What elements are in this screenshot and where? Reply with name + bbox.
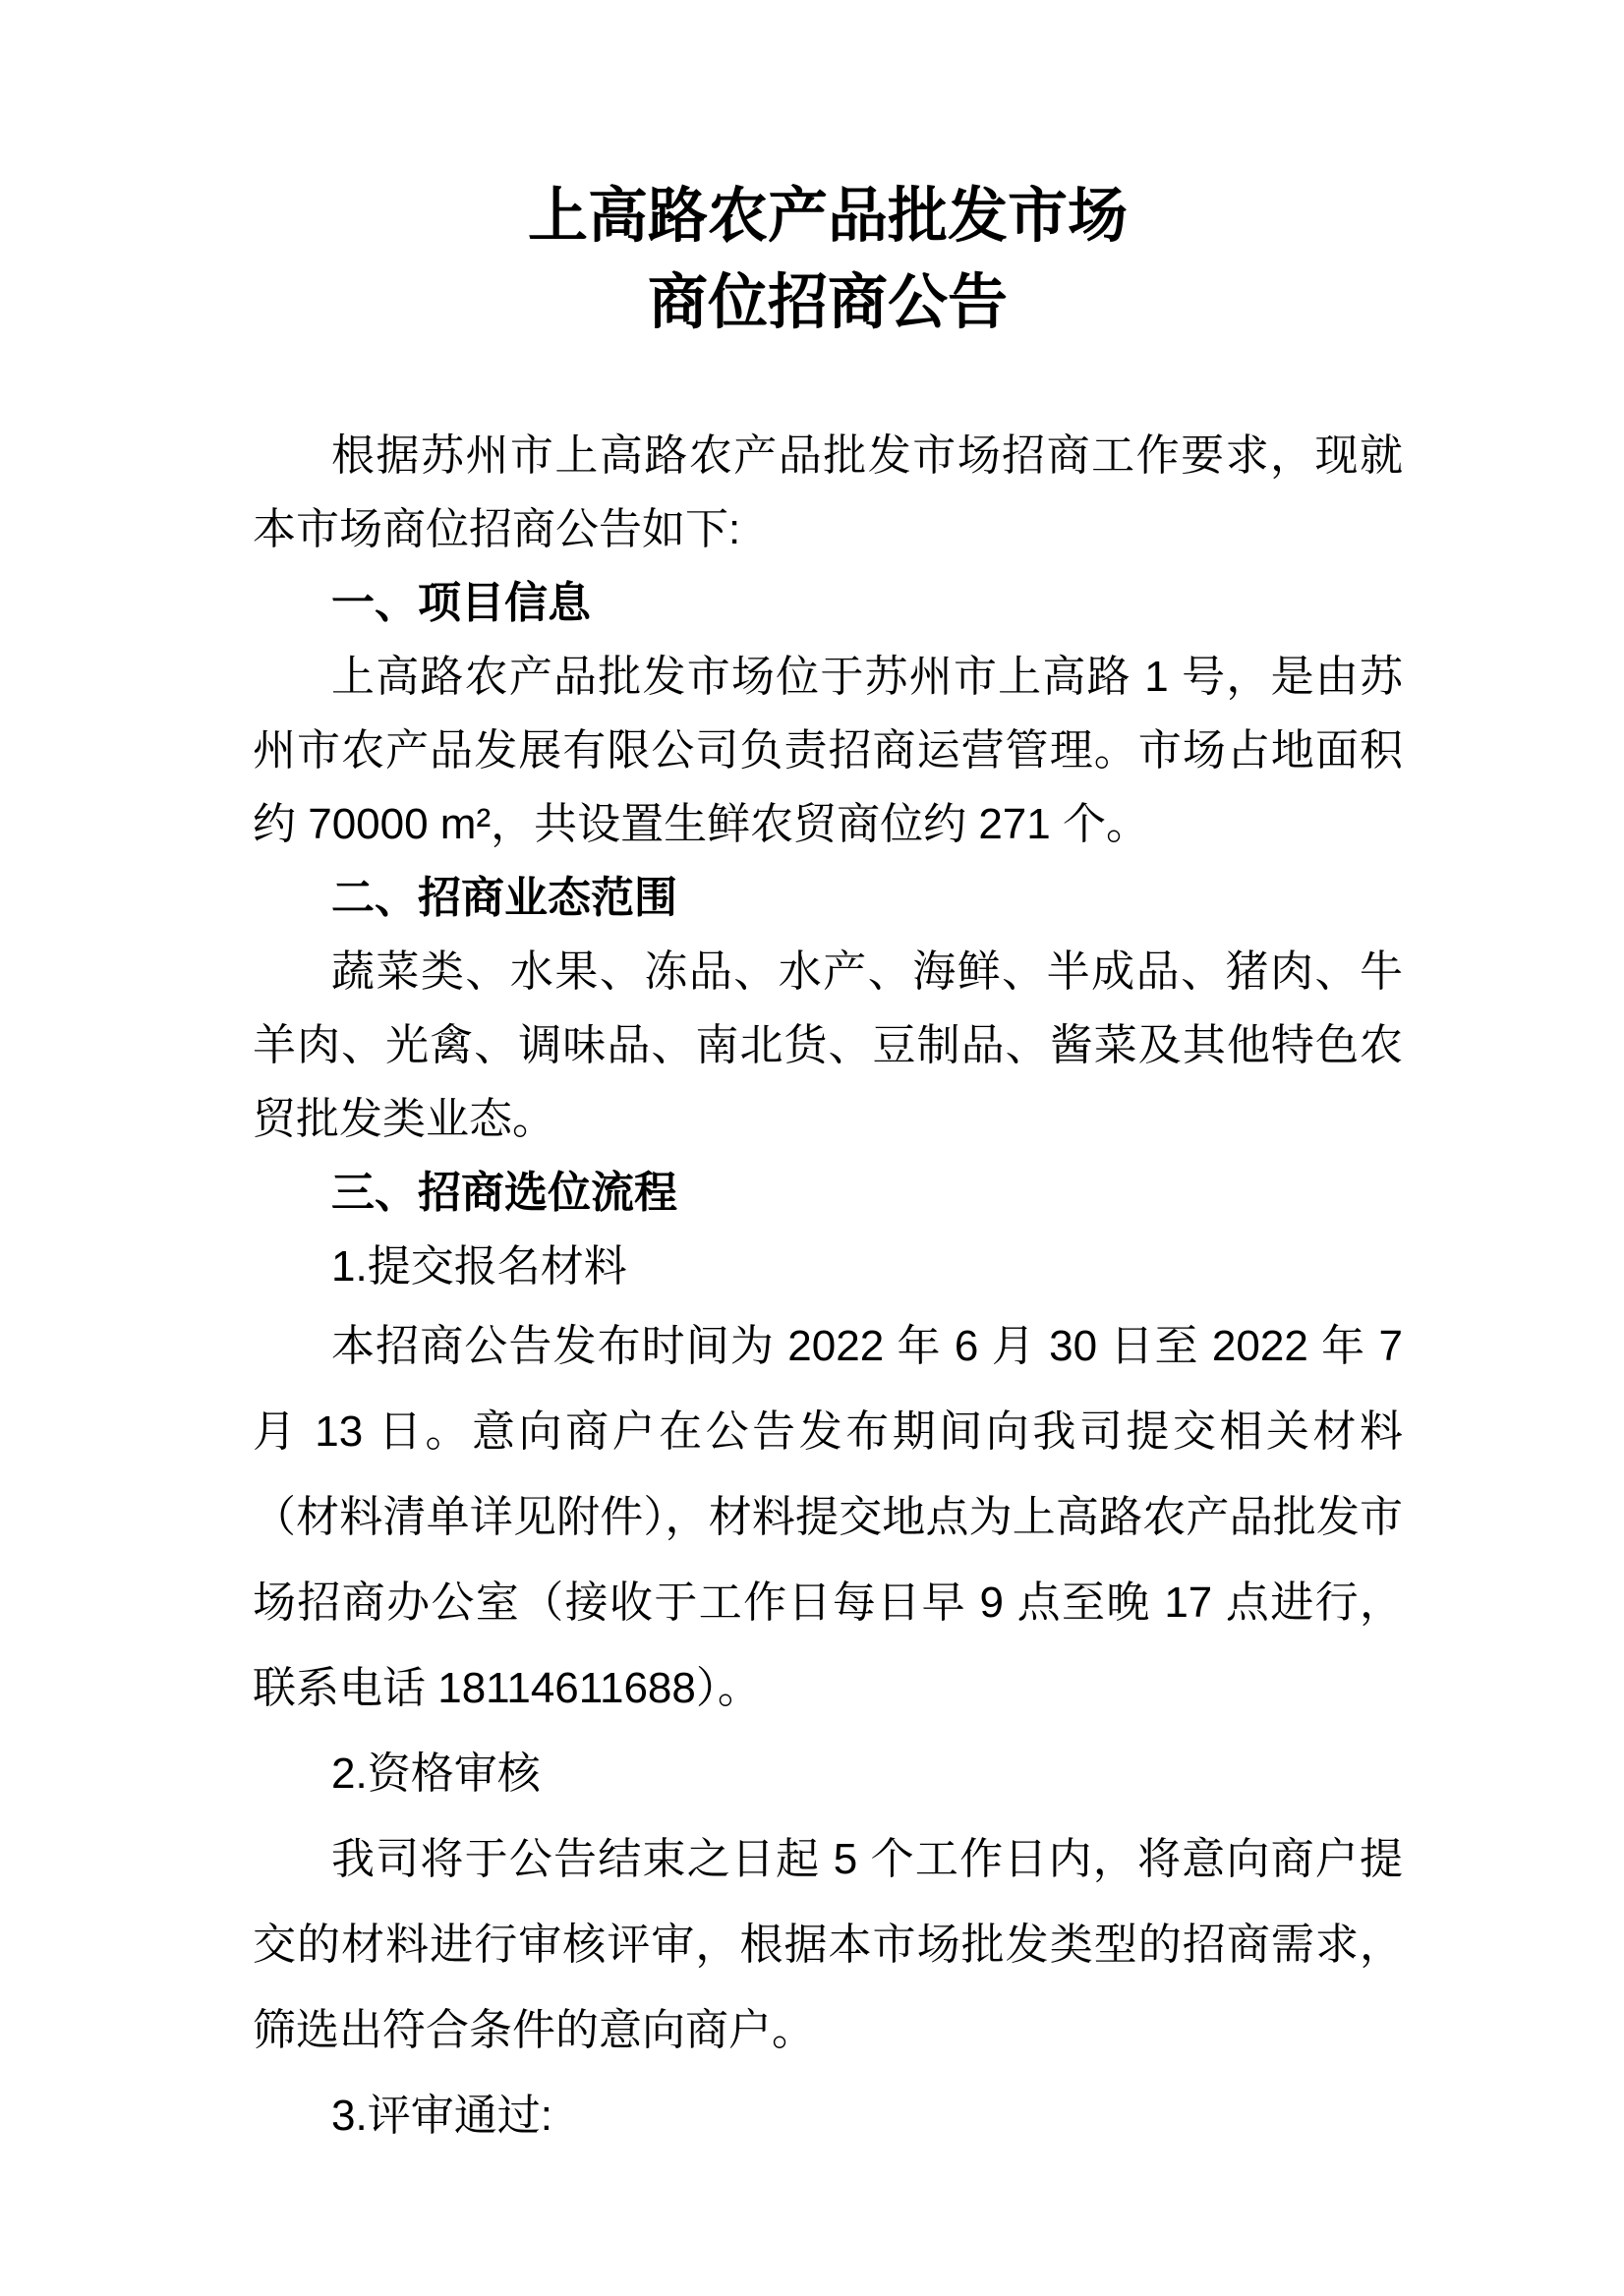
step-heading-submit-materials: 1.提交报名材料: [331, 1242, 627, 1291]
section-heading-project-info: 一、项目信息: [331, 579, 591, 627]
step-heading-qualification-review: 2.资格审核: [331, 1750, 541, 1798]
paragraph-business-scope: 蔬菜类、水果、冻品、水产、海鲜、半成品、猪肉、牛羊肉、光禽、调味品、南北货、豆制品、酱菜及其他特色农贸批发类业态。: [253, 947, 1403, 1143]
paragraph-submit-materials: 本招商公告发布时间为 2022 年 6 月 30 日至 2022 年 7 月 13 日。意向商户在公告发布期间向我司提交相关材料（材料清单详见附件），材料提交地点为上高路农产品批发市场招商办公室（接收于工作日每日早 9 点至晚 17 点进行，联系电话 18114611688）。: [253, 1322, 1403, 1712]
section-heading-selection-process: 三、招商选位流程: [331, 1169, 677, 1217]
document-title: [253, 172, 1403, 345]
section-heading-business-scope: 二、招商业态范围: [331, 874, 677, 922]
paragraph-qualification-review: 我司将于公告结束之日起 5 个工作日内，将意向商户提交的材料进行审核评审，根据本市场批发类型的招商需求，筛选出符合条件的意向商户。: [253, 1835, 1403, 2054]
document-title-line1: 上高路农产品批发市场: [527, 182, 1128, 249]
step-heading-review-passed: 3.评审通过:: [331, 2092, 552, 2140]
document-title-line2: 商位招商公告: [647, 268, 1008, 335]
paragraph-project-info: 上高路农产品批发市场位于苏州市上高路 1 号，是由苏州市农产品发展有限公司负责招商运营管理。市场占地面积约 70000 m²，共设置生鲜农贸商位约 271 个。: [253, 653, 1403, 848]
intro-paragraph: 根据苏州市上高路农产品批发市场招商工作要求，现就本市场商位招商公告如下:: [253, 431, 1403, 553]
